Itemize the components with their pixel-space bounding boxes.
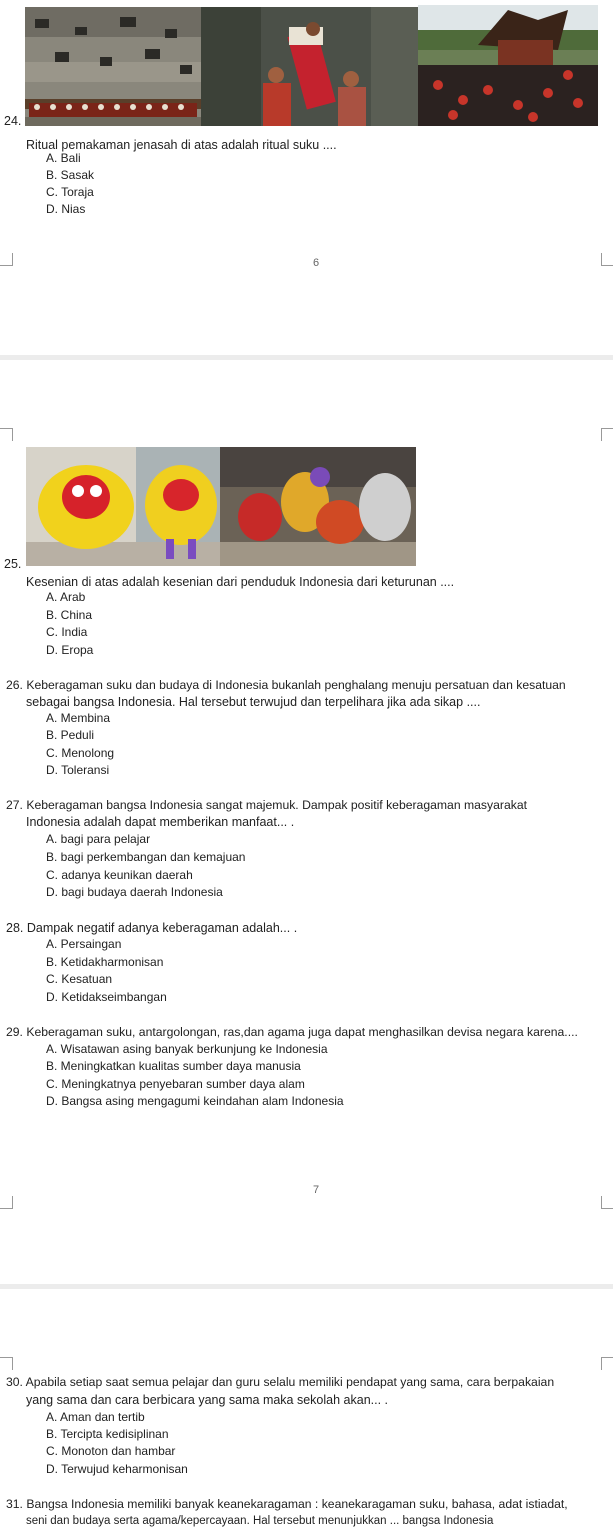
q25-option-b: B. China [46, 608, 93, 622]
tongkonan-ceremony-illustration [418, 5, 598, 126]
q29-option-b: B. Meningkatkan kualitas sumber daya manusia [46, 1059, 301, 1073]
q29-text-line-1: 29. Keberagaman suku, antargolongan, ras,dan agama juga dapat menghasilkan devisa negara karena.... [6, 1025, 578, 1039]
q30-text-line-2: yang sama dan cara berbicara yang sama maka sekolah akan... . [26, 1393, 389, 1407]
coffin-carrying-photo [201, 7, 418, 126]
q27-text-line-2: Indonesia adalah dapat memberikan manfaat... . [26, 815, 295, 829]
q31-text-line-2: seni dan budaya serta agama/kepercayaan. Hal tersebut menunjukkan ... bangsa Indonesia [26, 1515, 494, 1527]
q29-option-c: C. Meningkatnya penyebaran sumber daya alam [46, 1077, 305, 1091]
page-divider [0, 355, 613, 360]
q25-number: 25. [4, 557, 22, 571]
q27-option-c: C. adanya keunikan daerah [46, 868, 193, 882]
crop-mark [0, 253, 13, 266]
q30-option-d: D. Terwujud keharmonisan [46, 1462, 188, 1476]
lion-dance-illustration-2 [220, 447, 416, 566]
q27-text-line-1: 27. Keberagaman bangsa Indonesia sangat majemuk. Dampak positif keberagaman masyarakat [6, 798, 527, 812]
crop-mark [601, 1357, 613, 1370]
crop-mark [601, 253, 613, 266]
cliff-graves-illustration [25, 7, 201, 126]
q28-option-a: A. Persaingan [46, 937, 122, 951]
q24-option-c: C. Toraja [46, 185, 94, 199]
q30-option-c: C. Monoton dan hambar [46, 1444, 176, 1458]
lion-dance-photo-2 [220, 447, 416, 566]
q24-prompt: Ritual pemakaman jenasah di atas adalah ritual suku .... [26, 138, 337, 152]
q24-option-a: A. Bali [46, 151, 81, 165]
q26-text-line-1: 26. Keberagaman suku dan budaya di Indonesia bukanlah penghalang menuju persatuan dan kesatuan [6, 678, 566, 692]
crop-mark [0, 428, 13, 441]
q27-option-d: D. bagi budaya daerah Indonesia [46, 885, 223, 899]
crop-mark [601, 1196, 613, 1209]
q26-option-a: A. Membina [46, 711, 111, 725]
q25-option-a: A. Arab [46, 590, 86, 604]
q25-option-d: D. Eropa [46, 643, 94, 657]
q28-text-line-1: 28. Dampak negatif adanya keberagaman adalah... . [6, 921, 298, 935]
q26-option-b: B. Peduli [46, 728, 95, 742]
lion-dance-photo-1 [26, 447, 220, 566]
q28-option-d: D. Ketidakseimbangan [46, 990, 167, 1004]
q27-option-a: A. bagi para pelajar [46, 832, 151, 846]
crop-mark [601, 428, 613, 441]
crop-mark [0, 1196, 13, 1209]
q30-option-b: B. Tercipta kedisiplinan [46, 1427, 169, 1441]
q30-option-a: A. Aman dan tertib [46, 1410, 145, 1424]
q31-text-line-1: 31. Bangsa Indonesia memiliki banyak keanekaragaman : keanekaragaman suku, bahasa, adat istiadat, [6, 1497, 568, 1511]
toraja-cliff-graves-photo [25, 7, 201, 126]
q27-option-b: B. bagi perkembangan dan kemajuan [46, 850, 246, 864]
q30-text-line-1: 30. Apabila setiap saat semua pelajar dan guru selalu memiliki pendapat yang sama, cara berpakaian [6, 1375, 555, 1389]
q28-option-c: C. Kesatuan [46, 972, 113, 986]
q28-option-b: B. Ketidakharmonisan [46, 955, 164, 969]
q26-option-d: D. Toleransi [46, 763, 110, 777]
q29-option-a: A. Wisatawan asing banyak berkunjung ke Indonesia [46, 1042, 328, 1056]
q24-option-b: B. Sasak [46, 168, 95, 182]
q26-text-line-2: sebagai bangsa Indonesia. Hal tersebut terwujud dan terpelihara jika ada sikap .... [26, 695, 481, 709]
q25-option-c: C. India [46, 625, 88, 639]
page-number-6: 6 [313, 257, 320, 269]
lion-dance-illustration-1 [26, 447, 220, 566]
q24-number: 24. [4, 114, 22, 128]
coffin-carrying-illustration [201, 7, 418, 126]
q25-prompt: Kesenian di atas adalah kesenian dari penduduk Indonesia dari keturunan .... [26, 575, 455, 589]
crop-mark [0, 1357, 13, 1370]
q24-option-d: D. Nias [46, 202, 86, 216]
page-number-7: 7 [313, 1184, 320, 1196]
funeral-ceremony-photo [418, 5, 598, 126]
q29-option-d: D. Bangsa asing mengagumi keindahan alam Indonesia [46, 1094, 344, 1108]
page-divider [0, 1284, 613, 1289]
q26-option-c: C. Menolong [46, 746, 115, 760]
